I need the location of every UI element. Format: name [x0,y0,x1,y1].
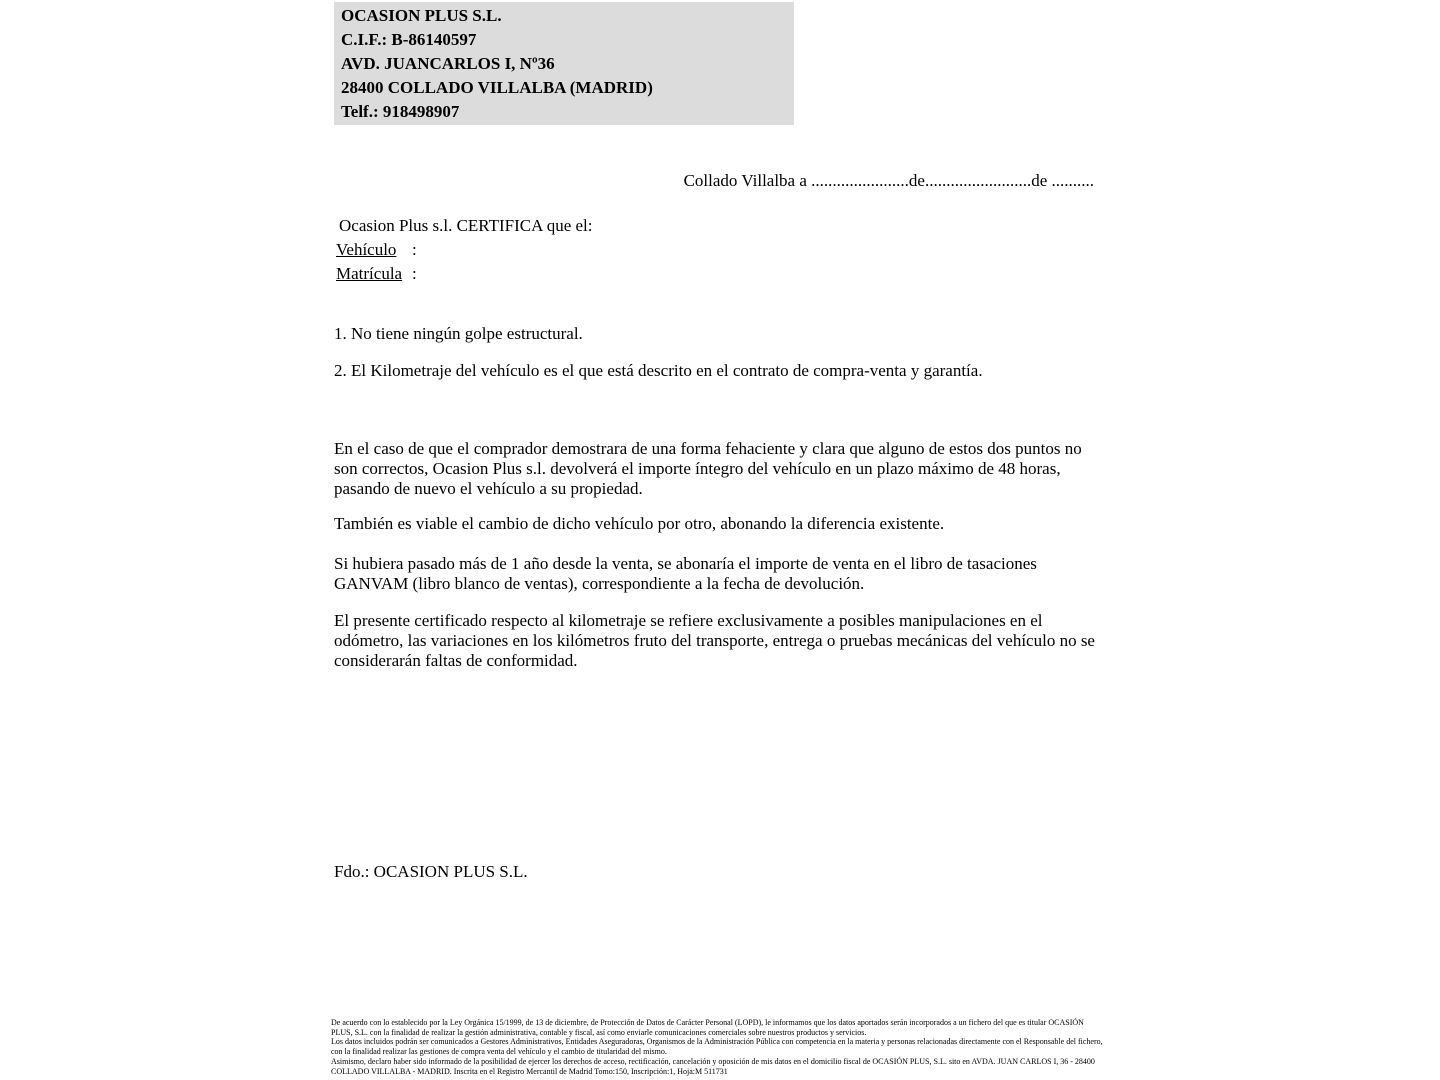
company-phone: Telf.: 918498907 [341,102,460,121]
field-vehiculo [336,238,593,262]
field-matricula-colon: : [412,263,417,283]
certification-block [336,214,593,285]
legal-paragraph-lopd: De acuerdo con lo establecido por la Ley Orgánica 15/1999, de 13 de diciembre, de Protección de Datos de Carácter Personal (LOPD), le informamos que los datos aportados serán incorporados a un fichero del que es titular OCASIÓN PLUS, S.L. con la finalidad de realizar la gestión administrativa, contable y fiscal, así como enviarle comunicaciones comerciales sobre nuestros productos y servicios. [331,1018,1084,1037]
signature-line: Fdo.: OCASION PLUS S.L. [334,862,528,881]
body-paragraph-exchange: También es viable el cambio de dicho vehículo por otro, abonando la diferencia existente. [334,514,945,533]
date-line: Collado Villalba a .......................de.........................de .......... [683,171,1094,190]
company-header-box [334,2,794,125]
numbered-item-1: 1. No tiene ningún golpe estructural. [334,324,583,343]
numbered-item-2: 2. El Kilometraje del vehículo es el que está descrito en el contrato de compra-venta y garantía. [334,361,983,380]
company-cif: C.I.F.: B-86140597 [341,30,477,49]
company-address: AVD. JUANCARLOS I, Nº36 [341,54,555,73]
legal-notice [331,1018,1103,1076]
body-paragraph-odometer: El presente certificado respecto al kilometraje se refiere exclusivamente a posibles manipulaciones en el odómetro, las variaciones en los kilómetros fruto del transporte, entrega o pruebas mecánicas del vehículo no se considerarán faltas de conformidad. [334,611,1095,670]
field-matricula [336,262,593,286]
certifies-line: Ocasion Plus s.l. CERTIFICA que el: [339,216,593,235]
body-paragraph-ganvam: Si hubiera pasado más de 1 año desde la venta, se abonaría el importe de venta en el libro de tasaciones GANVAM (libro blanco de ventas), correspondiente a la fecha de devolución. [334,554,1037,593]
field-vehiculo-label: Vehículo [336,240,397,259]
body-paragraph-refund: En el caso de que el comprador demostrara de una forma fehaciente y clara que alguno de estos dos puntos no son correctos, Ocasion Plus s.l. devolverá el importe íntegro del vehículo en un plazo máximo de 48 horas, pasando de nuevo el vehículo a su propiedad. [334,439,1082,498]
company-name: OCASION PLUS S.L. [341,6,502,25]
field-vehiculo-colon: : [412,240,417,259]
company-city: 28400 COLLADO VILLALBA (MADRID) [341,78,653,97]
field-matricula-label: Matrícula [336,263,403,283]
legal-paragraph-rights: Asimismo, declaro haber sido informado de la posibilidad de ejercer los derechos de acceso, rectificación, cancelación y oposición de mis datos en el domicilio fiscal de OCASIÓN PLUS, S.L. sito en AVDA. JUAN CARLOS I, 36 - 28400 COLLADO VILLALBA - MADRID. Inscrita en el Registro Mercantil de Madrid Tomo:150, Inscripción:1, Hoja:M 511731 [331,1056,1095,1076]
legal-paragraph-data-sharing: Los datos incluidos podrán ser comunicados a Gestores Administrativos, Entidades Aseguradoras, Organismos de la Administración Pública con competencia en la materia y personas relacionadas directamente con el Responsable del fichero, con la finalidad realizar las gestiones de compra venta del vehículo y el cambio de titularidad del mismo. [331,1037,1103,1057]
